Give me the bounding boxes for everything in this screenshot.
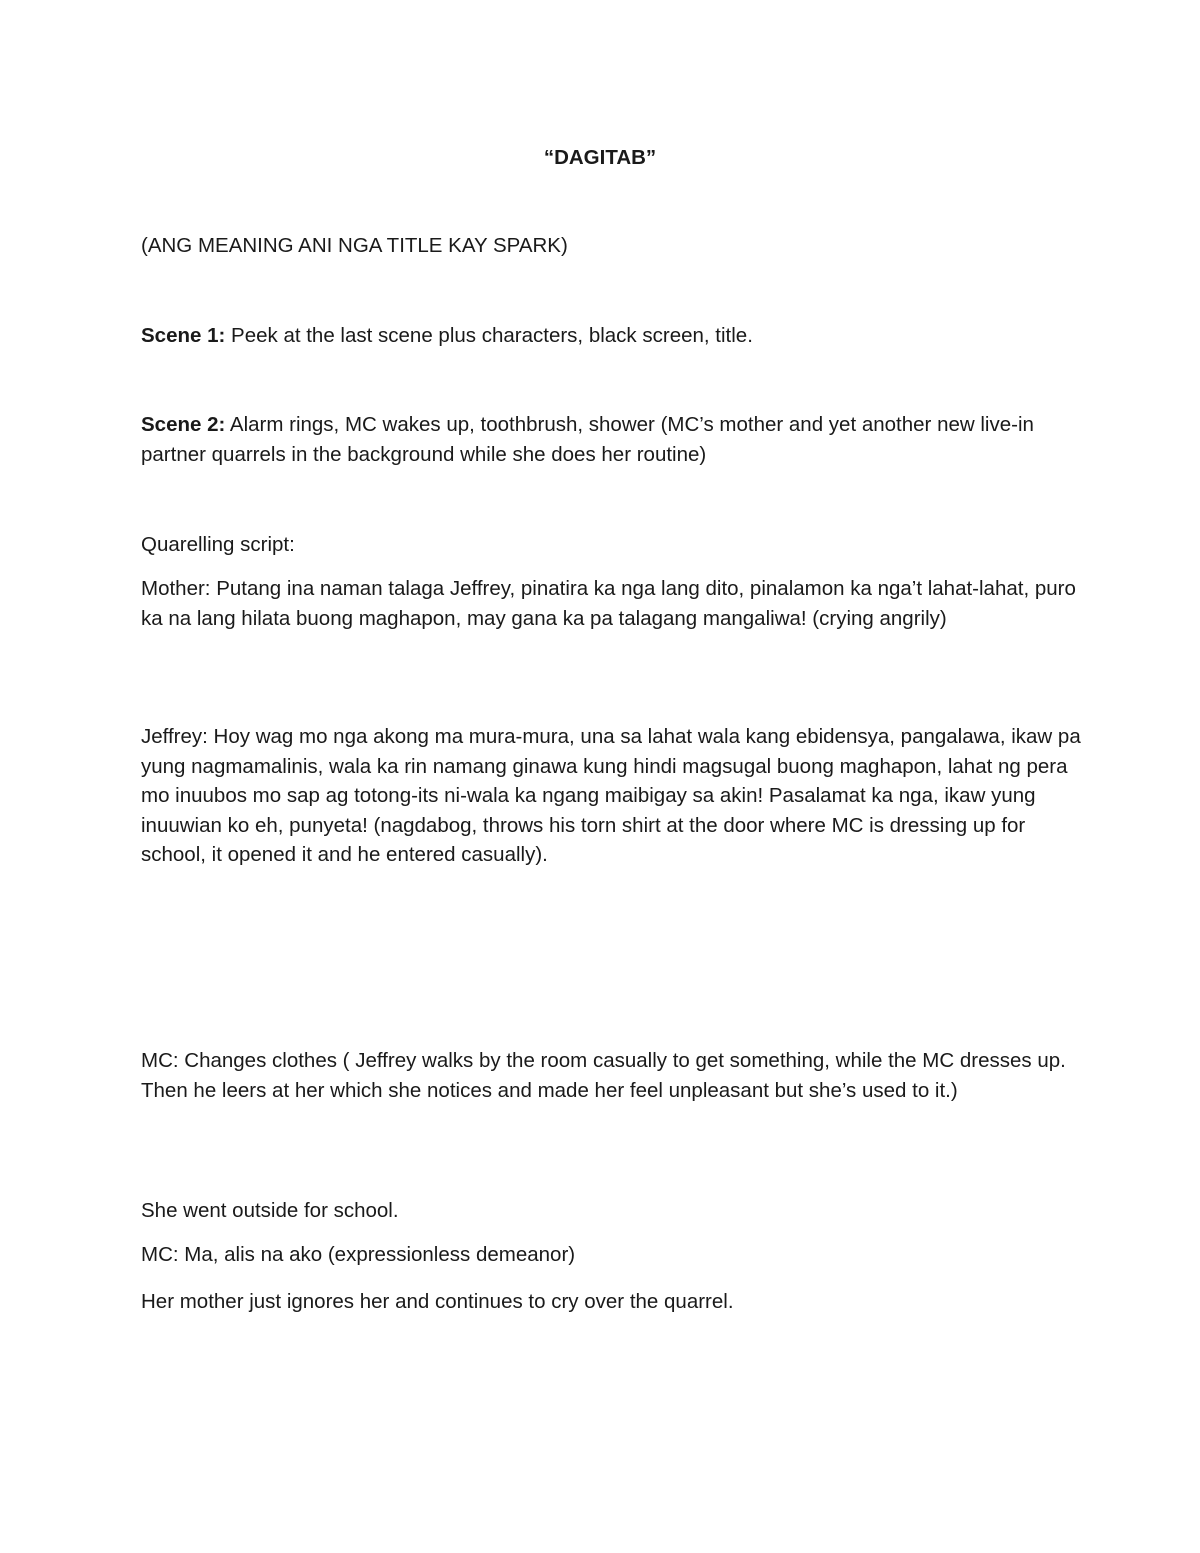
document-subtitle: (ANG MEANING ANI NGA TITLE KAY SPARK) <box>141 234 568 257</box>
jeffrey-dialogue: Jeffrey: Hoy wag mo nga akong ma mura-mura, una sa lahat wala kang ebidensya, pangalawa, ikaw pa yung nagmamalinis, wala ka rin namang ginawa kung hindi magsugal buong maghapon, lahat ng pera mo inuubos mo sap ag totong-its ni-wala ka ngang maibigay sa akin! Pasalamat ka nga, ikaw yung inuuwian ko eh, punyeta! (nagdabog, throws his torn shirt at the door where MC is dressing up for school, it opened it and he entered casually). <box>141 725 1081 866</box>
scene-2-text: Alarm rings, MC wakes up, toothbrush, shower (MC’s mother and yet another new live-in partner quarrels in the background while she does her routine) <box>141 413 1034 466</box>
mc-changes-clothes: MC: Changes clothes ( Jeffrey walks by the room casually to get something, while the MC dresses up. Then he leers at her which she notices and made her feel unpleasant but she’s used to it.) <box>141 1049 1066 1102</box>
scene-1-paragraph <box>141 321 1081 351</box>
scene-1-text: Peek at the last scene plus characters, black screen, title. <box>225 324 753 347</box>
mother-ignores: Her mother just ignores her and continues to cry over the quarrel. <box>141 1290 734 1313</box>
scene-2-label: Scene 2: <box>141 413 226 436</box>
mc-dialogue: MC: Ma, alis na ako (expressionless demeanor) <box>141 1243 576 1266</box>
scene-1-label: Scene 1: <box>141 324 226 347</box>
document-title: “DAGITAB” <box>543 146 657 169</box>
scene-2-paragraph <box>141 410 1081 469</box>
mother-dialogue: Mother: Putang ina naman talaga Jeffrey, pinatira ka nga lang dito, pinalamon ka nga’t lahat-lahat, puro ka na lang hilata buong maghapon, may gana ka pa talagang mangaliwa! (crying angrily) <box>141 577 1076 630</box>
she-went-outside: She went outside for school. <box>141 1199 399 1222</box>
quarrel-heading: Quarelling script: <box>141 533 295 556</box>
